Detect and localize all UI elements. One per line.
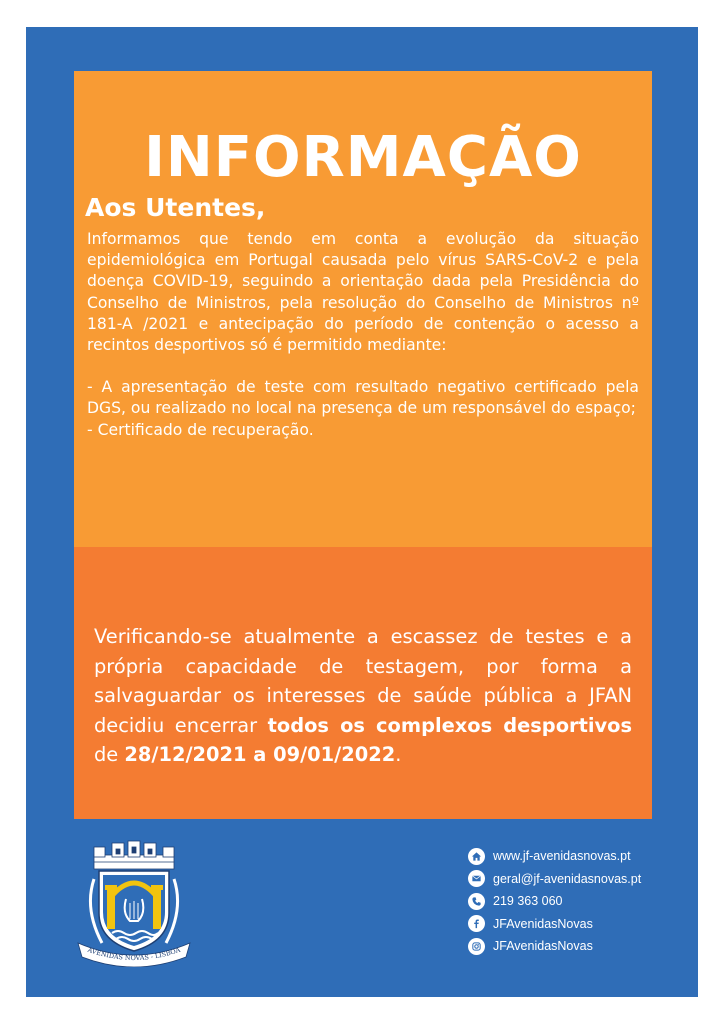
home-icon	[468, 848, 485, 865]
phone-text: 219 363 060	[493, 894, 563, 909]
contact-instagram[interactable]	[468, 935, 698, 958]
facebook-text: JFAvenidasNovas	[493, 916, 593, 931]
list-item: - A apresentação de teste com resultado negativo certificado pela DGS, ou realizado no local na presença de um responsável do espaço;	[87, 378, 639, 418]
requirements-list	[87, 377, 639, 441]
closure-notice	[94, 622, 632, 770]
page-title: INFORMAÇÃO	[144, 125, 582, 190]
greeting: Aos Utentes,	[85, 193, 266, 222]
notice-text: Verificando-se atualmente a escassez de testes e a própria capacidade de testagem, por forma a salvaguardar os interesses de saúde pública a JFAN decidiu encerrar	[94, 625, 632, 737]
closure-notice-panel	[74, 547, 652, 819]
instagram-icon	[468, 938, 485, 955]
phone-icon	[468, 893, 485, 910]
mail-icon	[468, 870, 485, 887]
facebook-icon	[468, 915, 485, 932]
contact-email[interactable]	[468, 868, 698, 891]
notice-highlight-facilities: todos os complexos desportivos	[267, 713, 632, 737]
poster-background	[26, 27, 698, 997]
notice-text: de	[94, 743, 125, 766]
information-panel	[74, 71, 652, 575]
instagram-text: JFAvenidasNovas	[493, 939, 593, 954]
intro-paragraph: Informamos que tendo em conta a evolução da situação epidemiológica em Portugal causada pelo vírus SARS-CoV-2 e pela doença COVID-19, seguindo a orientação dada pela Presidência do Conselho de Ministros, pela resolução do Conselho de Ministros nº 181-A /2021 e antecipação do período de contenção o acesso a recintos desportivos só é permitido mediante:	[87, 230, 639, 355]
contact-phone[interactable]	[468, 890, 698, 913]
list-item: - Certificado de recuperação.	[87, 420, 314, 439]
parish-crest-logo	[72, 839, 196, 967]
notice-highlight-dates: 28/12/2021 a 09/01/2022	[124, 743, 396, 766]
contact-website[interactable]	[468, 845, 698, 868]
notice-text: .	[395, 743, 402, 766]
website-text: www.jf-avenidasnovas.pt	[493, 849, 631, 864]
intro-text-block	[87, 229, 639, 441]
email-text: geral@jf-avenidasnovas.pt	[493, 871, 642, 886]
contact-list	[468, 845, 698, 958]
paragraph-gap	[87, 356, 639, 377]
contact-facebook[interactable]	[468, 913, 698, 936]
crest-ribbon-text: AVENIDAS NOVAS - LISBOA	[86, 945, 182, 963]
